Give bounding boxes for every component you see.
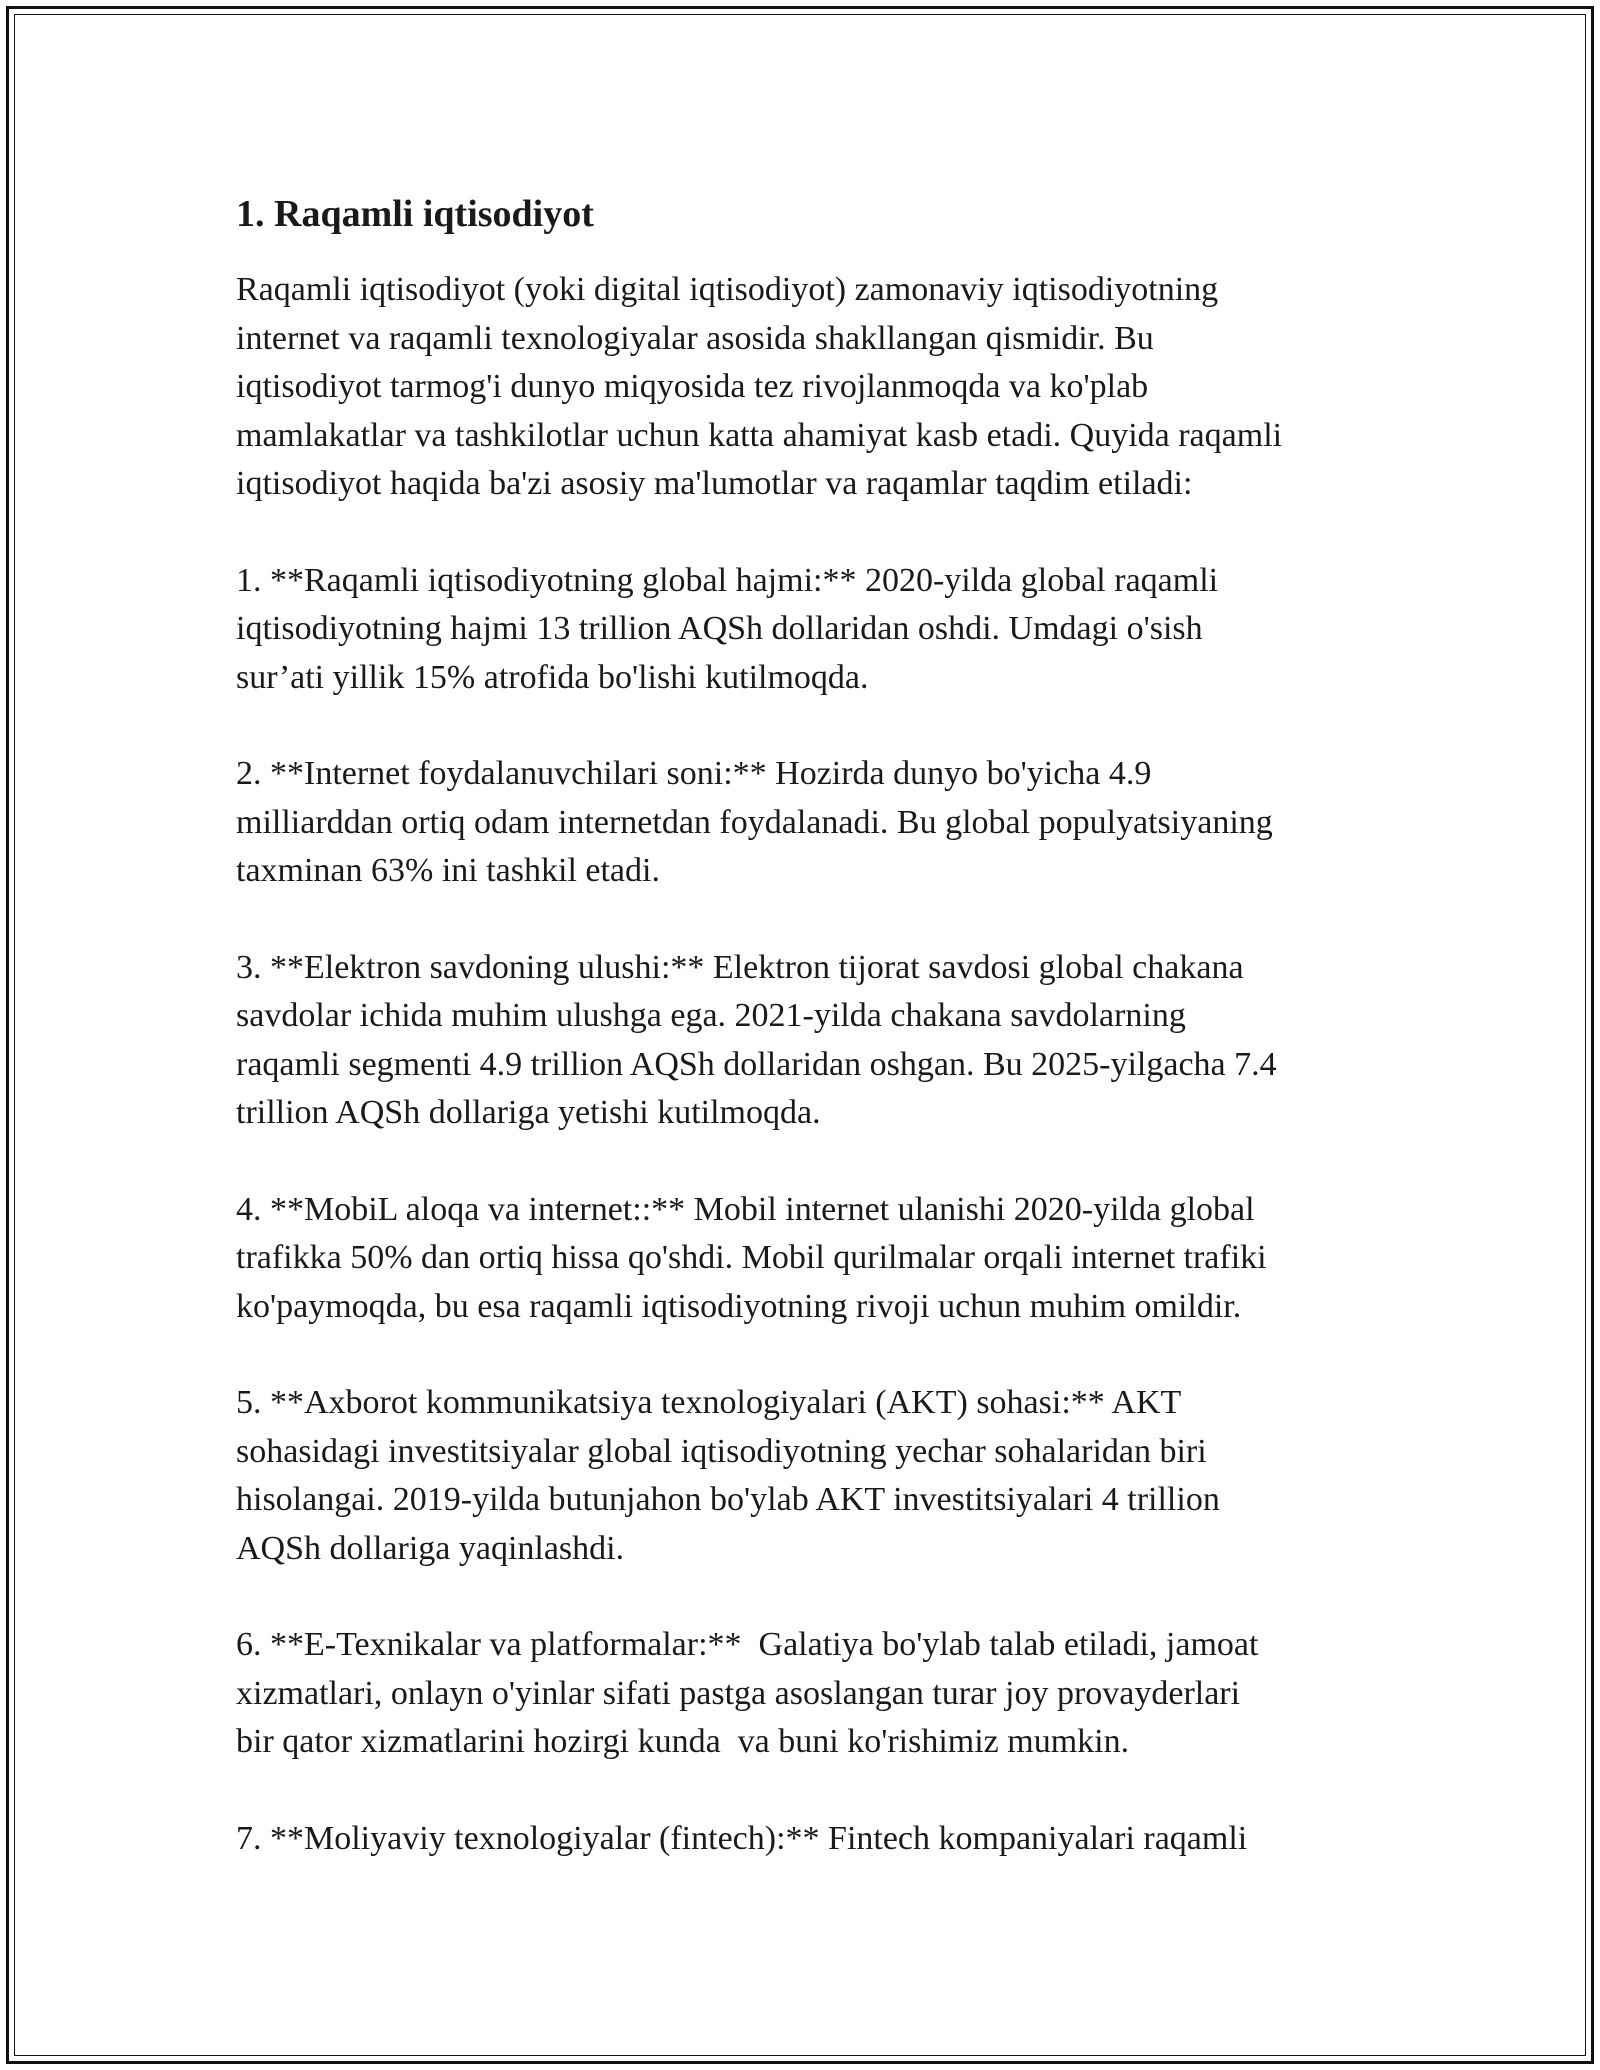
list-item-7: 7. **Moliyaviy texnologiyalar (fintech):** Fintech kompaniyalari raqamli: [236, 1819, 1248, 1857]
list-item-3: 3. **Elektron savdoning ulushi:** Elektron tijorat savdosi global chakana savdolar ichida muhim ulushga ega. 2021-yilda chakana savdolarning raqamli segmenti 4.9 trillion AQSh dollaridan oshgan. Bu 2025-yilgacha 7.4 trillion AQSh dollariga yetishi kutilmoqda.: [236, 948, 1277, 1131]
page-title: 1. Raqamli iqtisodiyot: [236, 193, 594, 235]
list-item-1: 1. **Raqamli iqtisodiyotning global hajmi:** 2020-yilda global raqamli iqtisodiyotning hajmi 13 trillion AQSh dollaridan oshdi. Umdagi o'sish sur’ati yillik 15% atrofida bo'lishi kutilmoqda.: [236, 561, 1219, 696]
intro-paragraph: Raqamli iqtisodiyot (yoki digital iqtisodiyot) zamonaviy iqtisodiyotning internet va raqamli texnologiyalar asosida shakllangan qismidir. Bu iqtisodiyot tarmog'i dunyo miqyosida tez rivojlanmoqda va ko'plab mamlakatlar va tashkilotlar uchun katta ahamiyat kasb etadi. Quyida raqamli iqtisodiyot haqida ba'zi asosiy ma'lumotlar va raqamlar taqdim etiladi:: [236, 271, 1283, 502]
list-item-6: 6. **E-Texnikalar va platformalar:** Galatiya bo'ylab talab etiladi, jamoat xizmatlari, onlayn o'yinlar sifati pastga asoslangan turar joy provayderlari bir qator xizmatlarini hozirgi kunda va buni ko'rishimiz mumkin.: [236, 1626, 1259, 1760]
list-item-4: 4. **MobiL aloqa va internet::** Mobil internet ulanishi 2020-yilda global trafikka 50% dan ortiq hissa qo'shdi. Mobil qurilmalar orqali internet trafiki ko'paymoqda, bu esa raqamli iqtisodiyotning rivoji uchun muhim omildir.: [236, 1190, 1267, 1325]
list-item-5: 5. **Axborot kommunikatsiya texnologiyalari (AKT) sohasi:** AKT sohasidagi investitsiyalar global iqtisodiyotning yechar sohalaridan biri hisolangai. 2019-yilda butunjahon bo'ylab AKT investitsiyalari 4 trillion AQSh dollariga yaqinlashdi.: [236, 1384, 1220, 1567]
list-item-2: 2. **Internet foydalanuvchilari soni:** Hozirda dunyo bo'yicha 4.9 milliarddan ortiq odam internetdan foydalanadi. Bu global populyatsiyaning taxminan 63% ini tashkil etadi.: [236, 755, 1273, 889]
document-body: [236, 186, 1386, 1911]
